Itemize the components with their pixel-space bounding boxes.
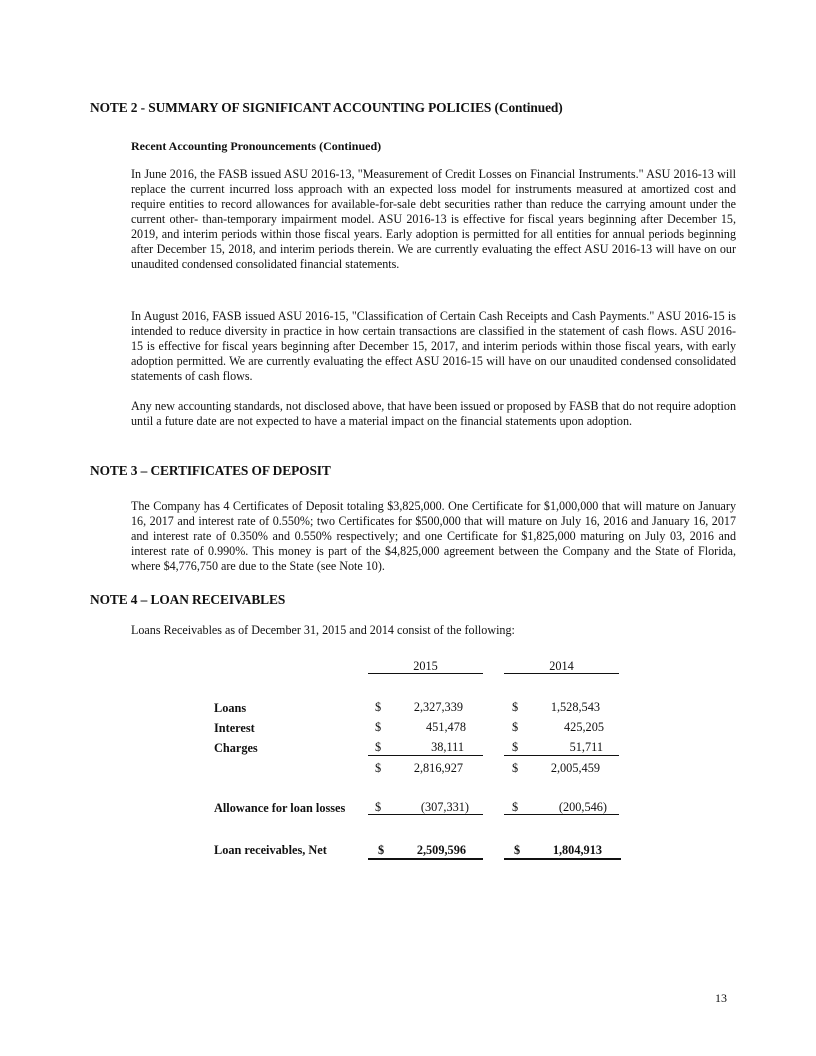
subtotal-rule-2014 xyxy=(504,755,619,756)
currency-symbol: $ xyxy=(512,740,519,754)
allowance-rule-2015 xyxy=(368,814,483,815)
note-4-heading: NOTE 4 – LOAN RECEIVABLES xyxy=(90,592,286,607)
note-2-heading: NOTE 2 - SUMMARY OF SIGNIFICANT ACCOUNTING POLICIES (Continued) xyxy=(90,100,563,115)
column-header-2015: 2015 xyxy=(413,659,438,673)
allowance-2014: (200,546) xyxy=(558,800,607,814)
page-number: 13 xyxy=(715,991,727,1005)
subtotal-rule-2015 xyxy=(368,755,483,756)
currency-symbol: $ xyxy=(375,800,382,814)
currency-symbol: $ xyxy=(375,740,382,754)
note-3-heading: NOTE 3 – CERTIFICATES OF DEPOSIT xyxy=(90,463,331,478)
row-label: Loan receivables, Net xyxy=(214,843,327,857)
row-label: Interest xyxy=(214,721,255,735)
recent-pronouncements-subheading: Recent Accounting Pronouncements (Continued) xyxy=(131,139,382,153)
column-header-2014: 2014 xyxy=(549,659,574,673)
loan-intro-text: Loans Receivables as of December 31, 2015 and 2014 consist of the following: xyxy=(131,623,515,637)
new-standards-paragraph: Any new accounting standards, not disclosed above, that have been issued or proposed by FASB that do not require adoption until a future date are not expected to have a material impact on the financial statements upon adoption. xyxy=(131,399,736,428)
value-2015: 38,111 xyxy=(431,740,464,754)
value-2014: 1,528,543 xyxy=(550,700,600,714)
value-2014: 425,205 xyxy=(564,720,604,734)
currency-symbol: $ xyxy=(514,843,521,857)
currency-symbol: $ xyxy=(512,761,519,775)
subtotal-2014: 2,005,459 xyxy=(550,761,600,775)
currency-symbol: $ xyxy=(375,700,382,714)
certificates-paragraph: The Company has 4 Certificates of Deposit totaling $3,825,000. One Certificate for $1,000,000 that will mature on January 16, 2017 and interest rate of 0.550%; two Certificates for $500,000 that will mature on July 16, 2016 and January 16, 2017 and interest rate of 0.350% and 0.550% respectively; and one Certificate for $1,825,000 maturing on July 03, 2016 and interest rate of 0.990%. This money is part of the $4,825,000 agreement between the Company and the State of Florida, where $4,776,750 are due to the State (see Note 10). xyxy=(131,499,736,573)
header-underline-2015 xyxy=(368,673,483,674)
net-double-rule-2014 xyxy=(504,858,621,860)
asu-2016-13-paragraph: In June 2016, the FASB issued ASU 2016-13, "Measurement of Credit Losses on Financial Instruments." ASU 2016-13 will replace the current incurred loss approach with an expected loss model for instruments measured at amortized cost and require entities to record allowances for available-for-sale debt securities rather than reduce the carrying amount under the current other- than-temporary impairment model. ASU 2016-13 is effective for fiscal years beginning after December 15, 2019, and interim periods within those fiscal years. Early adoption is permitted for all entities for annual periods beginning after December 15, 2018, and interim periods therein. We are currently evaluating the effect ASU 2016-13 will have on our unaudited condensed consolidated financial statements. xyxy=(131,167,736,271)
row-label: Charges xyxy=(214,741,258,755)
currency-symbol: $ xyxy=(512,800,519,814)
header-underline-2014 xyxy=(504,673,619,674)
allowance-rule-2014 xyxy=(504,814,619,815)
currency-symbol: $ xyxy=(378,843,385,857)
value-2015: 2,327,339 xyxy=(413,700,463,714)
value-2015: 451,478 xyxy=(426,720,466,734)
currency-symbol: $ xyxy=(512,700,519,714)
row-label: Loans xyxy=(214,701,247,715)
subtotal-2015: 2,816,927 xyxy=(413,761,463,775)
net-double-rule-2015 xyxy=(368,858,483,860)
net-2015: 2,509,596 xyxy=(416,843,466,857)
net-2014: 1,804,913 xyxy=(552,843,602,857)
allowance-2015: (307,331) xyxy=(420,800,469,814)
currency-symbol: $ xyxy=(375,720,382,734)
currency-symbol: $ xyxy=(512,720,519,734)
asu-2016-15-paragraph: In August 2016, FASB issued ASU 2016-15, "Classification of Certain Cash Receipts and Cash Payments." ASU 2016-15 is intended to reduce diversity in practice in how certain transactions are classified in the statement of cash flows. ASU 2016-15 is effective for fiscal years beginning after December 15, 2017, and interim periods within those fiscal years, with early adoption permitted. We are currently evaluating the effect ASU 2016-15 will have on our unaudited condensed consolidated statements of cash flows. xyxy=(131,309,736,383)
row-label: Allowance for loan losses xyxy=(214,801,346,815)
value-2014: 51,711 xyxy=(569,740,603,754)
currency-symbol: $ xyxy=(375,761,382,775)
